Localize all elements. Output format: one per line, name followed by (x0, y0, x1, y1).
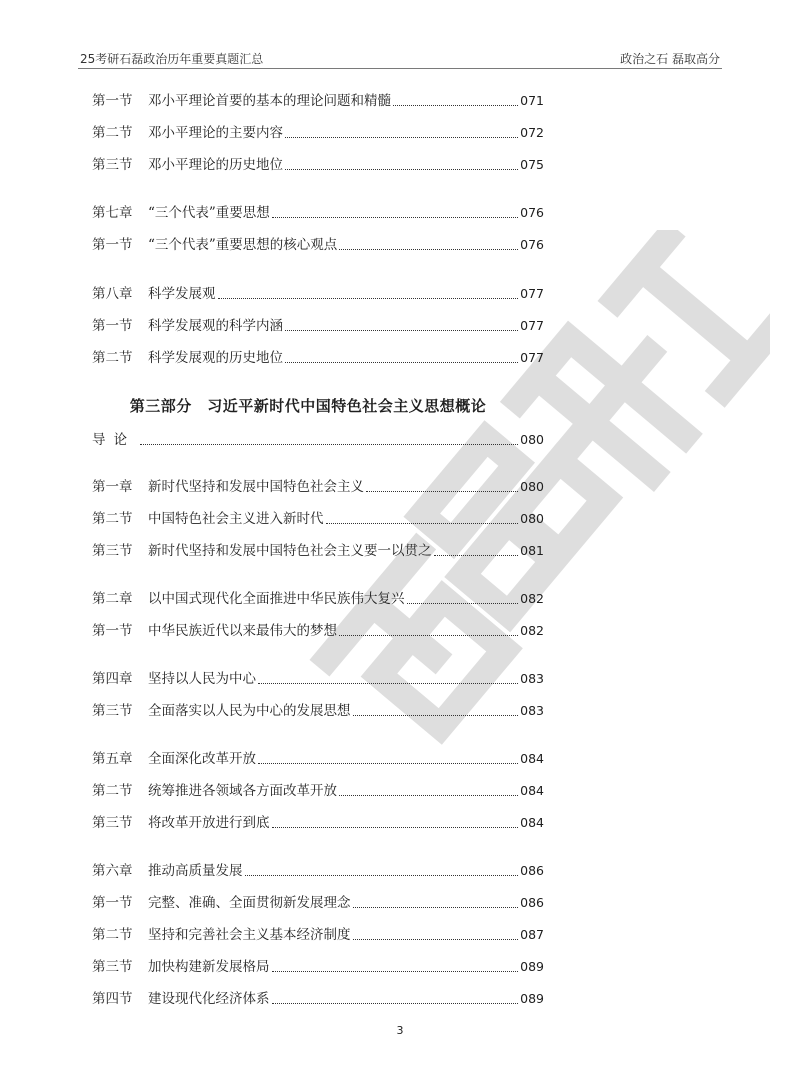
dot-leader (339, 249, 518, 250)
toc-entry[interactable] (92, 474, 544, 496)
dot-leader (258, 683, 518, 684)
toc-entry-page: 080 (520, 479, 544, 494)
dot-leader (272, 217, 518, 218)
toc-entry-number: 第一节 (92, 623, 133, 639)
toc-entry-number: 第二节 (92, 125, 133, 141)
dot-leader (393, 105, 518, 106)
toc-entry[interactable] (92, 281, 544, 303)
toc-entry[interactable] (92, 200, 544, 222)
toc-entry-page: 075 (520, 157, 544, 172)
toc-entry[interactable] (92, 954, 544, 976)
toc-entry[interactable] (92, 986, 544, 1008)
toc-entry-page: 082 (520, 623, 544, 638)
toc-entry[interactable] (92, 858, 544, 880)
toc-entry[interactable] (92, 232, 544, 254)
toc-entry-number: 第三节 (92, 815, 133, 831)
toc-entry-number: 第二节 (92, 927, 133, 943)
toc-entry-number: 第四章 (92, 671, 133, 687)
toc-entry[interactable] (92, 152, 544, 174)
toc-entry-title: “三个代表”重要思想 (148, 205, 270, 221)
toc-entry-page: 087 (520, 927, 544, 942)
toc-entry[interactable] (92, 666, 544, 688)
toc-entry-title: 全面深化改革开放 (148, 751, 256, 767)
toc-entry-page: 077 (520, 286, 544, 301)
toc-entry-page: 084 (520, 783, 544, 798)
toc-entry[interactable] (92, 778, 544, 800)
toc-entry-page: 083 (520, 703, 544, 718)
toc-entry[interactable] (92, 120, 544, 142)
toc-entry-title: 科学发展观的科学内涵 (148, 318, 283, 334)
toc-entry-page: 081 (520, 543, 544, 558)
dot-leader (366, 491, 518, 492)
toc-entry-title: 邓小平理论的主要内容 (148, 125, 283, 141)
dot-leader (285, 169, 518, 170)
dot-leader (353, 907, 519, 908)
dot-leader (353, 939, 519, 940)
toc-entry-page: 072 (520, 125, 544, 140)
toc-entry-number: 第三节 (92, 703, 133, 719)
toc-entry-page: 089 (520, 959, 544, 974)
toc-entry-title: 邓小平理论的历史地位 (148, 157, 283, 173)
dot-leader (434, 555, 519, 556)
part-title: 第三部分 习近平新时代中国特色社会主义思想概论 (129, 397, 487, 415)
dot-leader (272, 1003, 519, 1004)
toc-entry-number: 第三节 (92, 157, 133, 173)
toc-entry[interactable] (92, 313, 544, 335)
page-number: 3 (396, 1024, 404, 1037)
toc-entry-number: 第一节 (92, 237, 133, 253)
toc-entry[interactable] (92, 890, 544, 912)
dot-leader (245, 875, 519, 876)
toc-entry-number: 第二节 (92, 783, 133, 799)
page-header (78, 48, 722, 69)
dot-leader (140, 444, 518, 445)
toc-entry-title: “三个代表”重要思想的核心观点 (148, 237, 338, 253)
toc-entry-number: 导论 (92, 432, 135, 448)
toc-entry-number: 第二节 (92, 350, 133, 366)
header-slogan: 政治之石 磊取高分 (620, 52, 720, 66)
dot-leader (285, 330, 518, 331)
toc-entry-title: 中华民族近代以来最伟大的梦想 (148, 623, 337, 639)
toc-entry[interactable] (92, 618, 544, 640)
toc-entry-page: 089 (520, 991, 544, 1006)
header-doc-title: 25考研石磊政治历年重要真题汇总 (80, 52, 264, 66)
toc-entry-number: 第八章 (92, 286, 133, 302)
toc-entry-title: 新时代坚持和发展中国特色社会主义 (148, 479, 364, 495)
toc-entry-number: 第二章 (92, 591, 133, 607)
dot-leader (272, 971, 519, 972)
dot-leader (407, 603, 519, 604)
toc-entry-title: 完整、准确、全面贯彻新发展理念 (148, 895, 351, 911)
toc-entry[interactable] (92, 538, 544, 560)
dot-leader (353, 715, 519, 716)
toc-entry-number: 第二节 (92, 511, 133, 527)
toc-entry-title: 邓小平理论首要的基本的理论问题和精髓 (148, 93, 391, 109)
toc-entry[interactable] (92, 427, 544, 449)
toc-entry-page: 080 (520, 432, 544, 447)
toc-entry-number: 第一节 (92, 895, 133, 911)
toc-entry-page: 076 (520, 237, 544, 252)
toc-entry[interactable] (92, 506, 544, 528)
toc-entry-page: 086 (520, 863, 544, 878)
toc-entry-number: 第一节 (92, 93, 133, 109)
dot-leader (218, 298, 519, 299)
toc-entry[interactable] (92, 746, 544, 768)
toc-entry-title: 新时代坚持和发展中国特色社会主义要一以贯之 (148, 543, 432, 559)
toc-entry-title: 全面落实以人民为中心的发展思想 (148, 703, 351, 719)
toc-entry-title: 建设现代化经济体系 (148, 991, 270, 1007)
dot-leader (258, 763, 518, 764)
toc-entry-page: 084 (520, 815, 544, 830)
toc-entry-title: 加快构建新发展格局 (148, 959, 270, 975)
toc-entry-number: 第一节 (92, 318, 133, 334)
toc-entry-page: 076 (520, 205, 544, 220)
toc-entry-title: 统筹推进各领域各方面改革开放 (148, 783, 337, 799)
dot-leader (285, 362, 518, 363)
toc-entry[interactable] (92, 345, 544, 367)
dot-leader (326, 523, 519, 524)
toc-entry-title: 坚持以人民为中心 (148, 671, 256, 687)
toc-entry-page: 084 (520, 751, 544, 766)
toc-entry-number: 第三节 (92, 543, 133, 559)
toc-entry-page: 086 (520, 895, 544, 910)
toc-entry-number: 第六章 (92, 863, 133, 879)
toc-entry-number: 第三节 (92, 959, 133, 975)
toc-entry[interactable] (92, 810, 544, 832)
toc-entry-page: 083 (520, 671, 544, 686)
toc-entry-page: 077 (520, 318, 544, 333)
toc-entry-title: 推动高质量发展 (148, 863, 243, 879)
toc-entry-title: 以中国式现代化全面推进中华民族伟大复兴 (148, 591, 405, 607)
toc-entry-page: 077 (520, 350, 544, 365)
toc-entry-page: 080 (520, 511, 544, 526)
toc-entry-number: 第四节 (92, 991, 133, 1007)
toc-entry-number: 第五章 (92, 751, 133, 767)
toc-entry-title: 科学发展观 (148, 286, 216, 302)
toc-entry-title: 中国特色社会主义进入新时代 (148, 511, 324, 527)
toc-entry[interactable] (92, 698, 544, 720)
dot-leader (285, 137, 518, 138)
toc-entry[interactable] (92, 922, 544, 944)
toc-entry-page: 071 (520, 93, 544, 108)
toc-entry-title: 科学发展观的历史地位 (148, 350, 283, 366)
toc-entry-number: 第七章 (92, 205, 133, 221)
toc-entry[interactable] (92, 88, 544, 110)
dot-leader (272, 827, 519, 828)
toc-entry-title: 将改革开放进行到底 (148, 815, 270, 831)
toc-entry-page: 082 (520, 591, 544, 606)
dot-leader (339, 635, 518, 636)
toc-entry-title: 坚持和完善社会主义基本经济制度 (148, 927, 351, 943)
toc-entry-number: 第一章 (92, 479, 133, 495)
toc-entry[interactable] (92, 586, 544, 608)
dot-leader (339, 795, 518, 796)
